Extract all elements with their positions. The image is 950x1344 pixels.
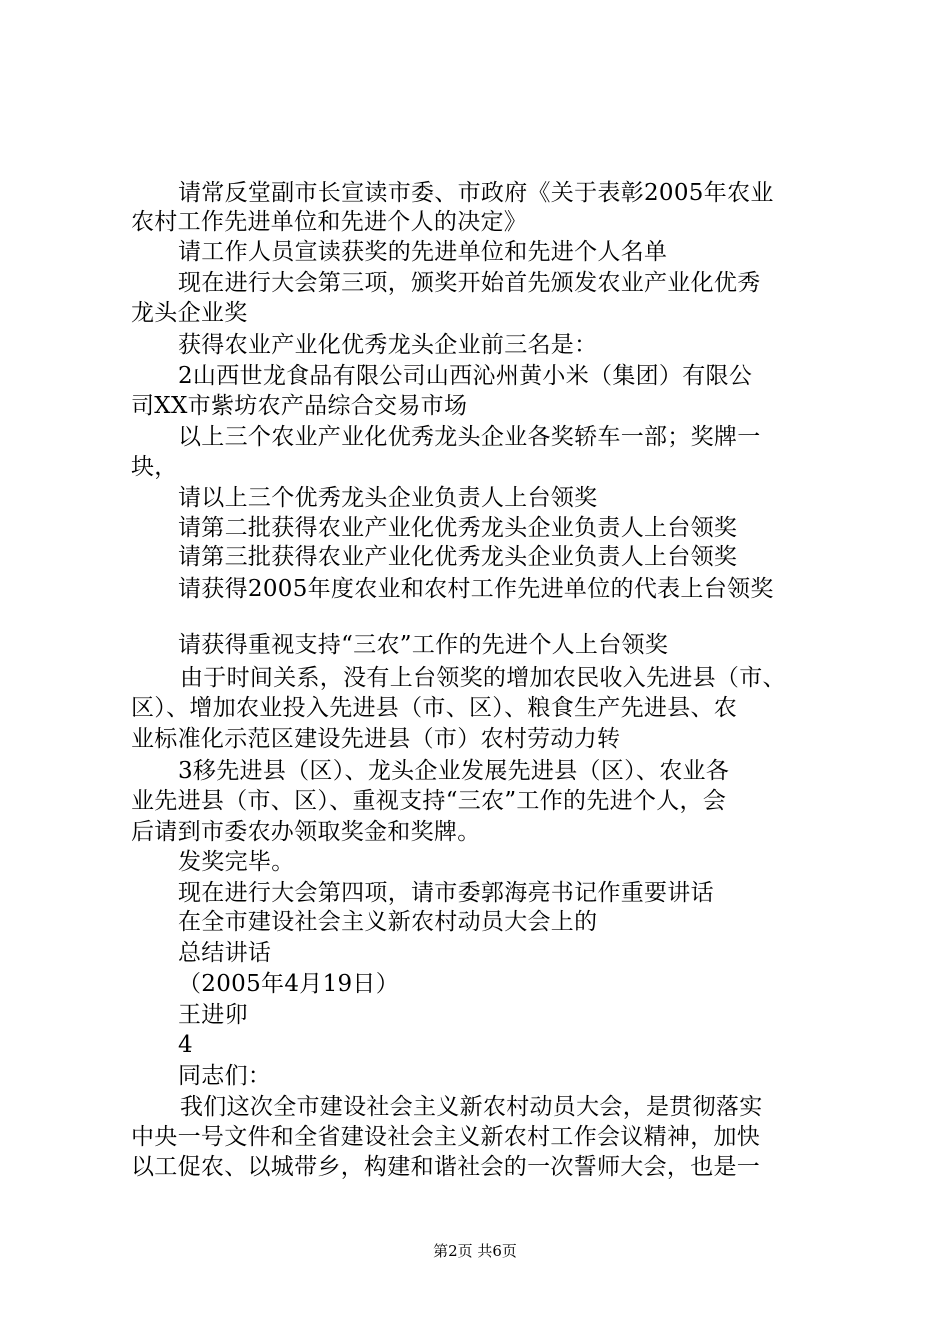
text-line: 以工促农、以城带乡，构建和谐社会的一次誓师大会，也是一 — [131, 1154, 761, 1180]
text-line: 请第二批获得农业产业化优秀龙头企业负责人上台领奖 — [178, 515, 738, 541]
text-line: 同志们： — [178, 1063, 272, 1089]
text-line: 业标准化示范区建设先进县（市）农村劳动力转 — [131, 726, 621, 752]
text-line: 龙头企业奖 — [131, 300, 248, 326]
text-line: （2005年4月19日） — [178, 971, 400, 997]
text-line: 区）、增加农业投入先进县（市、区）、粮食生产先进县、农 — [131, 695, 738, 721]
text-line: 以上三个农业产业化优秀龙头企业各奖轿车一部；奖牌一 — [178, 424, 761, 450]
text-line: 3移先进县（区）、龙头企业发展先进县（区）、农业各 — [178, 758, 730, 784]
text-line: 中央一号文件和全省建设社会主义新农村工作会议精神，加快 — [131, 1124, 761, 1150]
text-line: 由于时间关系，没有上台领奖的增加农民收入先进县（市、 — [180, 665, 786, 691]
text-line: 业先进县（市、区）、重视支持“三农”工作的先进个人，会 — [131, 788, 727, 814]
text-line: 农村工作先进单位和先进个人的决定》 — [131, 209, 528, 235]
page-indicator: 第2页 共6页 — [433, 1242, 517, 1260]
text-line: 请获得重视支持“三农”工作的先进个人上台领奖 — [178, 632, 669, 658]
text-line: 后请到市委农办领取奖金和奖牌。 — [131, 819, 481, 845]
text-line: 块， — [131, 454, 178, 480]
text-line: 请工作人员宣读获奖的先进单位和先进个人名单 — [178, 239, 668, 265]
text-line: 发奖完毕。 — [178, 849, 295, 875]
text-line: 我们这次全市建设社会主义新农村动员大会，是贯彻落实 — [180, 1094, 763, 1120]
text-line: 总结讲话 — [178, 940, 272, 966]
text-line: 请获得2005年度农业和农村工作先进单位的代表上台领奖 — [178, 576, 774, 602]
text-line: 现在进行大会第三项，颁奖开始首先颁发农业产业化优秀 — [178, 270, 761, 296]
text-line: 现在进行大会第四项，请市委郭海亮书记作重要讲话 — [178, 880, 714, 906]
text-line: 王进卯 — [178, 1002, 248, 1028]
text-line: 获得农业产业化优秀龙头企业前三名是： — [178, 332, 598, 358]
text-line: 请以上三个优秀龙头企业负责人上台领奖 — [178, 485, 598, 511]
text-line: 在全市建设社会主义新农村动员大会上的 — [178, 909, 598, 935]
text-line: 请第三批获得农业产业化优秀龙头企业负责人上台领奖 — [178, 544, 738, 570]
text-line: 司XX市紫坊农产品综合交易市场 — [131, 393, 468, 419]
text-line: 2山西世龙食品有限公司山西沁州黄小米（集团）有限公 — [178, 363, 753, 389]
text-line: 4 — [178, 1032, 193, 1058]
text-line: 请常反堂副市长宣读市委、市政府《关于表彰2005年农业 — [178, 180, 774, 206]
